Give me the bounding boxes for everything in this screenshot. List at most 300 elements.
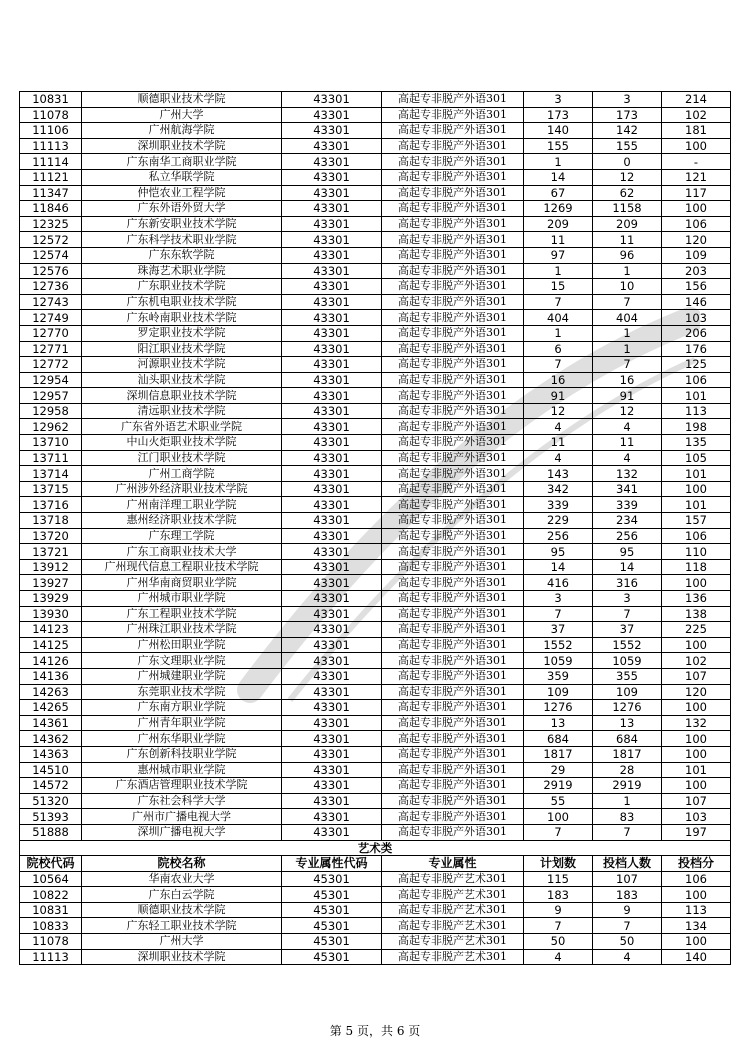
cell-major-code: 43301	[282, 435, 382, 451]
cell-plan-count: 140	[524, 123, 593, 139]
cell-major-code: 43301	[282, 341, 382, 357]
cell-school-code: 12749	[20, 310, 82, 326]
cell-school-code: 11121	[20, 169, 82, 185]
cell-major-code: 43301	[282, 684, 382, 700]
cell-major-code: 43301	[282, 388, 382, 404]
cell-major-attr: 高起专非脱产外语301	[382, 325, 524, 341]
cell-school-name: 广州南洋理工职业学院	[82, 497, 282, 513]
cell-plan-count: 109	[524, 684, 593, 700]
cell-major-attr: 高起专非脱产外语301	[382, 778, 524, 794]
cell-school-name: 广州松田职业学院	[82, 637, 282, 653]
cell-cutoff-score: 203	[662, 263, 731, 279]
cell-major-code: 43301	[282, 824, 382, 840]
cell-cutoff-score: 106	[662, 528, 731, 544]
cell-school-name: 广州现代信息工程职业技术学院	[82, 559, 282, 575]
cell-school-name: 仲恺农业工程学院	[82, 185, 282, 201]
cell-major-code: 43301	[282, 372, 382, 388]
table-row	[20, 715, 731, 731]
cell-admitted-count: 684	[593, 731, 662, 747]
cell-plan-count: 95	[524, 544, 593, 560]
cell-major-attr: 高起专非脱产外语301	[382, 762, 524, 778]
cell-plan-count: 4	[524, 450, 593, 466]
cell-major-attr: 高起专非脱产外语301	[382, 824, 524, 840]
cell-admitted-count: 7	[593, 918, 662, 934]
cell-admitted-count: 0	[593, 154, 662, 170]
cell-plan-count: 684	[524, 731, 593, 747]
cell-school-code: 13710	[20, 435, 82, 451]
cell-school-name: 深圳职业技术学院	[82, 138, 282, 154]
cell-major-attr: 高起专非脱产艺术301	[382, 871, 524, 887]
cell-cutoff-score: 117	[662, 185, 731, 201]
cell-school-name: 广东南华工商职业学院	[82, 154, 282, 170]
foreign-language-rows	[20, 92, 731, 841]
cell-school-name: 广东新安职业技术学院	[82, 216, 282, 232]
table-row	[20, 201, 731, 217]
cell-school-code: 12574	[20, 247, 82, 263]
table-row	[20, 746, 731, 762]
cell-major-code: 43301	[282, 591, 382, 607]
table-header-row	[20, 856, 731, 872]
cell-cutoff-score: 181	[662, 123, 731, 139]
cell-plan-count: 29	[524, 762, 593, 778]
cell-major-code: 43301	[282, 310, 382, 326]
cell-admitted-count: 234	[593, 513, 662, 529]
cell-plan-count: 143	[524, 466, 593, 482]
cell-school-name: 广州市广播电视大学	[82, 809, 282, 825]
cell-school-code: 10831	[20, 902, 82, 918]
cell-admitted-count: 11	[593, 435, 662, 451]
cell-school-name: 顺德职业技术学院	[82, 92, 282, 108]
cell-major-attr: 高起专非脱产外语301	[382, 216, 524, 232]
table-row	[20, 902, 731, 918]
cell-major-code: 43301	[282, 169, 382, 185]
cell-admitted-count: 2919	[593, 778, 662, 794]
cell-school-name: 广东科学技术职业学院	[82, 232, 282, 248]
cell-major-code: 43301	[282, 279, 382, 295]
cell-plan-count: 7	[524, 606, 593, 622]
cell-major-attr: 高起专非脱产外语301	[382, 731, 524, 747]
cell-plan-count: 155	[524, 138, 593, 154]
cell-admitted-count: 16	[593, 372, 662, 388]
cell-admitted-count: 12	[593, 403, 662, 419]
cell-plan-count: 1059	[524, 653, 593, 669]
cell-cutoff-score: 101	[662, 497, 731, 513]
cell-major-code: 43301	[282, 294, 382, 310]
cell-major-attr: 高起专非脱产外语301	[382, 513, 524, 529]
cell-major-attr: 高起专非脱产外语301	[382, 403, 524, 419]
cell-school-name: 广州航海学院	[82, 123, 282, 139]
table-row	[20, 887, 731, 903]
cell-major-attr: 高起专非脱产外语301	[382, 357, 524, 373]
cell-plan-count: 209	[524, 216, 593, 232]
cell-major-attr: 高起专非脱产外语301	[382, 419, 524, 435]
cell-school-name: 汕头职业技术学院	[82, 372, 282, 388]
table-row	[20, 668, 731, 684]
cell-cutoff-score: 134	[662, 918, 731, 934]
art-section	[20, 840, 731, 871]
cell-major-attr: 高起专非脱产外语301	[382, 544, 524, 560]
cell-school-name: 深圳职业技术学院	[82, 949, 282, 965]
cell-admitted-count: 1158	[593, 201, 662, 217]
cell-admitted-count: 10	[593, 279, 662, 295]
cell-plan-count: 3	[524, 92, 593, 108]
table-row	[20, 934, 731, 950]
cell-major-code: 43301	[282, 138, 382, 154]
table-row	[20, 403, 731, 419]
cell-school-name: 广东岭南职业技术学院	[82, 310, 282, 326]
cell-school-code: 11113	[20, 949, 82, 965]
cell-major-code: 43301	[282, 793, 382, 809]
cell-school-name: 广东工程职业技术学院	[82, 606, 282, 622]
cell-admitted-count: 355	[593, 668, 662, 684]
cell-major-attr: 高起专非脱产外语301	[382, 138, 524, 154]
cell-major-attr: 高起专非脱产外语301	[382, 637, 524, 653]
cell-admitted-count: 316	[593, 575, 662, 591]
cell-school-code: 11106	[20, 123, 82, 139]
cell-major-attr: 高起专非脱产外语301	[382, 232, 524, 248]
cell-cutoff-score: 146	[662, 294, 731, 310]
header-major-attr: 专业属性	[382, 856, 524, 872]
cell-plan-count: 4	[524, 419, 593, 435]
cell-plan-count: 359	[524, 668, 593, 684]
cell-school-code: 12576	[20, 263, 82, 279]
cell-plan-count: 15	[524, 279, 593, 295]
cell-major-attr: 高起专非脱产外语301	[382, 185, 524, 201]
cell-major-attr: 高起专非脱产艺术301	[382, 887, 524, 903]
cell-major-code: 43301	[282, 497, 382, 513]
cell-school-name: 广东白云学院	[82, 887, 282, 903]
cell-school-name: 罗定职业技术学院	[82, 325, 282, 341]
cell-school-name: 华南农业大学	[82, 871, 282, 887]
table-row	[20, 419, 731, 435]
cell-school-code: 13929	[20, 591, 82, 607]
cell-plan-count: 173	[524, 107, 593, 123]
cell-school-code: 13912	[20, 559, 82, 575]
cell-school-code: 12736	[20, 279, 82, 295]
cell-school-name: 广州涉外经济职业技术学院	[82, 481, 282, 497]
cell-major-attr: 高起专非脱产外语301	[382, 793, 524, 809]
cell-major-code: 45301	[282, 918, 382, 934]
cell-major-code: 43301	[282, 325, 382, 341]
cell-major-code: 43301	[282, 528, 382, 544]
cell-school-code: 14572	[20, 778, 82, 794]
cell-school-name: 广东省外语艺术职业学院	[82, 419, 282, 435]
cell-school-code: 13930	[20, 606, 82, 622]
cell-admitted-count: 173	[593, 107, 662, 123]
cell-plan-count: 1817	[524, 746, 593, 762]
cell-cutoff-score: 107	[662, 793, 731, 809]
table-row	[20, 247, 731, 263]
cell-major-attr: 高起专非脱产外语301	[382, 169, 524, 185]
cell-major-code: 43301	[282, 357, 382, 373]
cell-admitted-count: 1817	[593, 746, 662, 762]
table-row	[20, 793, 731, 809]
cell-admitted-count: 11	[593, 232, 662, 248]
cell-cutoff-score: 132	[662, 715, 731, 731]
cell-school-code: 14123	[20, 622, 82, 638]
cell-major-attr: 高起专非脱产外语301	[382, 684, 524, 700]
cell-admitted-count: 339	[593, 497, 662, 513]
cell-major-code: 43301	[282, 92, 382, 108]
cell-plan-count: 11	[524, 435, 593, 451]
art-rows	[20, 871, 731, 965]
table-row	[20, 949, 731, 965]
cell-school-code: 10822	[20, 887, 82, 903]
table-row	[20, 123, 731, 139]
cell-major-code: 43301	[282, 622, 382, 638]
cell-school-code: 13715	[20, 481, 82, 497]
cell-major-code: 43301	[282, 466, 382, 482]
cell-school-code: 10831	[20, 92, 82, 108]
table-row	[20, 544, 731, 560]
table-row	[20, 216, 731, 232]
table-row	[20, 107, 731, 123]
cell-school-name: 广东社会科学大学	[82, 793, 282, 809]
cell-plan-count: 37	[524, 622, 593, 638]
cell-major-code: 43301	[282, 809, 382, 825]
cell-major-code: 43301	[282, 216, 382, 232]
cell-school-code: 12572	[20, 232, 82, 248]
table-row	[20, 700, 731, 716]
cell-major-attr: 高起专非脱产艺术301	[382, 934, 524, 950]
cell-major-code: 43301	[282, 668, 382, 684]
cell-school-code: 13711	[20, 450, 82, 466]
cell-major-code: 43301	[282, 637, 382, 653]
cell-admitted-count: 96	[593, 247, 662, 263]
cell-major-code: 43301	[282, 450, 382, 466]
cell-major-attr: 高起专非脱产外语301	[382, 746, 524, 762]
cell-cutoff-score: 214	[662, 92, 731, 108]
cell-school-code: 12957	[20, 388, 82, 404]
page-footer: 第 5 页，共 6 页	[329, 1024, 421, 1038]
cell-major-code: 43301	[282, 715, 382, 731]
table-row	[20, 684, 731, 700]
table-row	[20, 575, 731, 591]
cell-school-code: 11113	[20, 138, 82, 154]
table-row	[20, 466, 731, 482]
cell-admitted-count: 3	[593, 591, 662, 607]
header-admitted-count: 投档人数	[593, 856, 662, 872]
cell-school-name: 顺德职业技术学院	[82, 902, 282, 918]
cell-plan-count: 404	[524, 310, 593, 326]
cell-school-name: 惠州城市职业学院	[82, 762, 282, 778]
cell-major-code: 45301	[282, 871, 382, 887]
table-row	[20, 622, 731, 638]
cell-cutoff-score: 121	[662, 169, 731, 185]
cell-school-name: 广东南方职业学院	[82, 700, 282, 716]
cell-admitted-count: 1	[593, 793, 662, 809]
cell-school-name: 广东机电职业技术学院	[82, 294, 282, 310]
table-row	[20, 341, 731, 357]
cell-admitted-count: 37	[593, 622, 662, 638]
cell-school-name: 广东酒店管理职业技术学院	[82, 778, 282, 794]
cell-school-name: 广东文理职业学院	[82, 653, 282, 669]
cell-school-name: 深圳广播电视大学	[82, 824, 282, 840]
cell-major-code: 43301	[282, 559, 382, 575]
cell-school-code: 14361	[20, 715, 82, 731]
cell-major-attr: 高起专非脱产外语301	[382, 715, 524, 731]
cell-admitted-count: 142	[593, 123, 662, 139]
cell-major-code: 43301	[282, 232, 382, 248]
cell-school-name: 广州大学	[82, 934, 282, 950]
cell-plan-count: 67	[524, 185, 593, 201]
cell-major-attr: 高起专非脱产艺术301	[382, 902, 524, 918]
cell-major-attr: 高起专非脱产外语301	[382, 622, 524, 638]
cell-major-attr: 高起专非脱产外语301	[382, 809, 524, 825]
cell-major-attr: 高起专非脱产外语301	[382, 388, 524, 404]
cell-admitted-count: 7	[593, 824, 662, 840]
table-row	[20, 435, 731, 451]
cell-school-code: 51888	[20, 824, 82, 840]
cell-major-attr: 高起专非脱产外语301	[382, 372, 524, 388]
cell-major-code: 43301	[282, 575, 382, 591]
table-row	[20, 778, 731, 794]
cell-cutoff-score: 103	[662, 310, 731, 326]
cell-major-attr: 高起专非脱产外语301	[382, 700, 524, 716]
cell-plan-count: 11	[524, 232, 593, 248]
table-row	[20, 513, 731, 529]
cell-plan-count: 1269	[524, 201, 593, 217]
cell-admitted-count: 132	[593, 466, 662, 482]
cell-admitted-count: 13	[593, 715, 662, 731]
cell-school-name: 惠州经济职业技术学院	[82, 513, 282, 529]
cell-admitted-count: 1	[593, 341, 662, 357]
cell-admitted-count: 28	[593, 762, 662, 778]
table-row	[20, 185, 731, 201]
cell-school-name: 广东理工学院	[82, 528, 282, 544]
cell-cutoff-score: 110	[662, 544, 731, 560]
table-row	[20, 154, 731, 170]
cell-plan-count: 97	[524, 247, 593, 263]
table-row	[20, 138, 731, 154]
cell-cutoff-score: 135	[662, 435, 731, 451]
cell-plan-count: 12	[524, 403, 593, 419]
table-row	[20, 637, 731, 653]
admission-score-table	[19, 91, 731, 965]
cell-cutoff-score: 100	[662, 201, 731, 217]
cell-major-attr: 高起专非脱产外语301	[382, 263, 524, 279]
cell-major-code: 45301	[282, 949, 382, 965]
cell-cutoff-score: 118	[662, 559, 731, 575]
cell-plan-count: 100	[524, 809, 593, 825]
cell-plan-count: 183	[524, 887, 593, 903]
table-row	[20, 279, 731, 295]
cell-admitted-count: 155	[593, 138, 662, 154]
cell-major-attr: 高起专非脱产外语301	[382, 606, 524, 622]
cell-admitted-count: 1552	[593, 637, 662, 653]
cell-admitted-count: 95	[593, 544, 662, 560]
cell-cutoff-score: 100	[662, 481, 731, 497]
cell-cutoff-score: 102	[662, 653, 731, 669]
cell-school-code: 11347	[20, 185, 82, 201]
cell-school-code: 14125	[20, 637, 82, 653]
header-plan-count: 计划数	[524, 856, 593, 872]
cell-school-name: 广州华南商贸职业学院	[82, 575, 282, 591]
cell-major-code: 43301	[282, 544, 382, 560]
table-row	[20, 809, 731, 825]
cell-admitted-count: 14	[593, 559, 662, 575]
cell-cutoff-score: 100	[662, 778, 731, 794]
cell-school-code: 14126	[20, 653, 82, 669]
cell-admitted-count: 12	[593, 169, 662, 185]
cell-cutoff-score: 100	[662, 887, 731, 903]
cell-admitted-count: 62	[593, 185, 662, 201]
cell-admitted-count: 3	[593, 92, 662, 108]
cell-admitted-count: 256	[593, 528, 662, 544]
cell-plan-count: 3	[524, 591, 593, 607]
cell-major-code: 43301	[282, 201, 382, 217]
cell-major-attr: 高起专非脱产外语301	[382, 247, 524, 263]
cell-plan-count: 256	[524, 528, 593, 544]
cell-major-attr: 高起专非脱产外语301	[382, 559, 524, 575]
cell-major-attr: 高起专非脱产外语301	[382, 341, 524, 357]
cell-school-name: 私立华联学院	[82, 169, 282, 185]
table-row	[20, 263, 731, 279]
cell-cutoff-score: 101	[662, 466, 731, 482]
cell-cutoff-score: 102	[662, 107, 731, 123]
cell-major-code: 43301	[282, 778, 382, 794]
cell-school-code: 12743	[20, 294, 82, 310]
cell-plan-count: 91	[524, 388, 593, 404]
cell-major-attr: 高起专非脱产外语301	[382, 575, 524, 591]
cell-cutoff-score: 100	[662, 575, 731, 591]
cell-school-name: 广州珠江职业技术学院	[82, 622, 282, 638]
cell-plan-count: 4	[524, 949, 593, 965]
cell-plan-count: 1276	[524, 700, 593, 716]
cell-major-attr: 高起专非脱产外语301	[382, 466, 524, 482]
table-row	[20, 357, 731, 373]
cell-admitted-count: 4	[593, 949, 662, 965]
cell-admitted-count: 7	[593, 294, 662, 310]
cell-admitted-count: 1276	[593, 700, 662, 716]
cell-cutoff-score: 138	[662, 606, 731, 622]
cell-school-code: 13721	[20, 544, 82, 560]
cell-cutoff-score: 113	[662, 403, 731, 419]
cell-major-code: 43301	[282, 653, 382, 669]
table-row	[20, 388, 731, 404]
cell-major-code: 43301	[282, 731, 382, 747]
table-row	[20, 372, 731, 388]
cell-school-code: 14510	[20, 762, 82, 778]
cell-major-code: 43301	[282, 746, 382, 762]
cell-major-attr: 高起专非脱产外语301	[382, 528, 524, 544]
table-row	[20, 731, 731, 747]
cell-cutoff-score: 225	[662, 622, 731, 638]
cell-school-code: 13720	[20, 528, 82, 544]
cell-admitted-count: 7	[593, 606, 662, 622]
cell-plan-count: 16	[524, 372, 593, 388]
cell-plan-count: 13	[524, 715, 593, 731]
cell-cutoff-score: 157	[662, 513, 731, 529]
table-row	[20, 325, 731, 341]
cell-school-name: 江门职业技术学院	[82, 450, 282, 466]
cell-school-code: 14265	[20, 700, 82, 716]
cell-admitted-count: 109	[593, 684, 662, 700]
table-row	[20, 918, 731, 934]
table-row	[20, 92, 731, 108]
cell-plan-count: 1	[524, 154, 593, 170]
cell-admitted-count: 341	[593, 481, 662, 497]
cell-admitted-count: 91	[593, 388, 662, 404]
cell-plan-count: 14	[524, 559, 593, 575]
section-title: 艺术类	[20, 840, 731, 856]
cell-school-name: 阳江职业技术学院	[82, 341, 282, 357]
cell-plan-count: 1552	[524, 637, 593, 653]
cell-plan-count: 14	[524, 169, 593, 185]
cell-cutoff-score: 101	[662, 762, 731, 778]
cell-major-code: 43301	[282, 185, 382, 201]
cell-cutoff-score: 156	[662, 279, 731, 295]
